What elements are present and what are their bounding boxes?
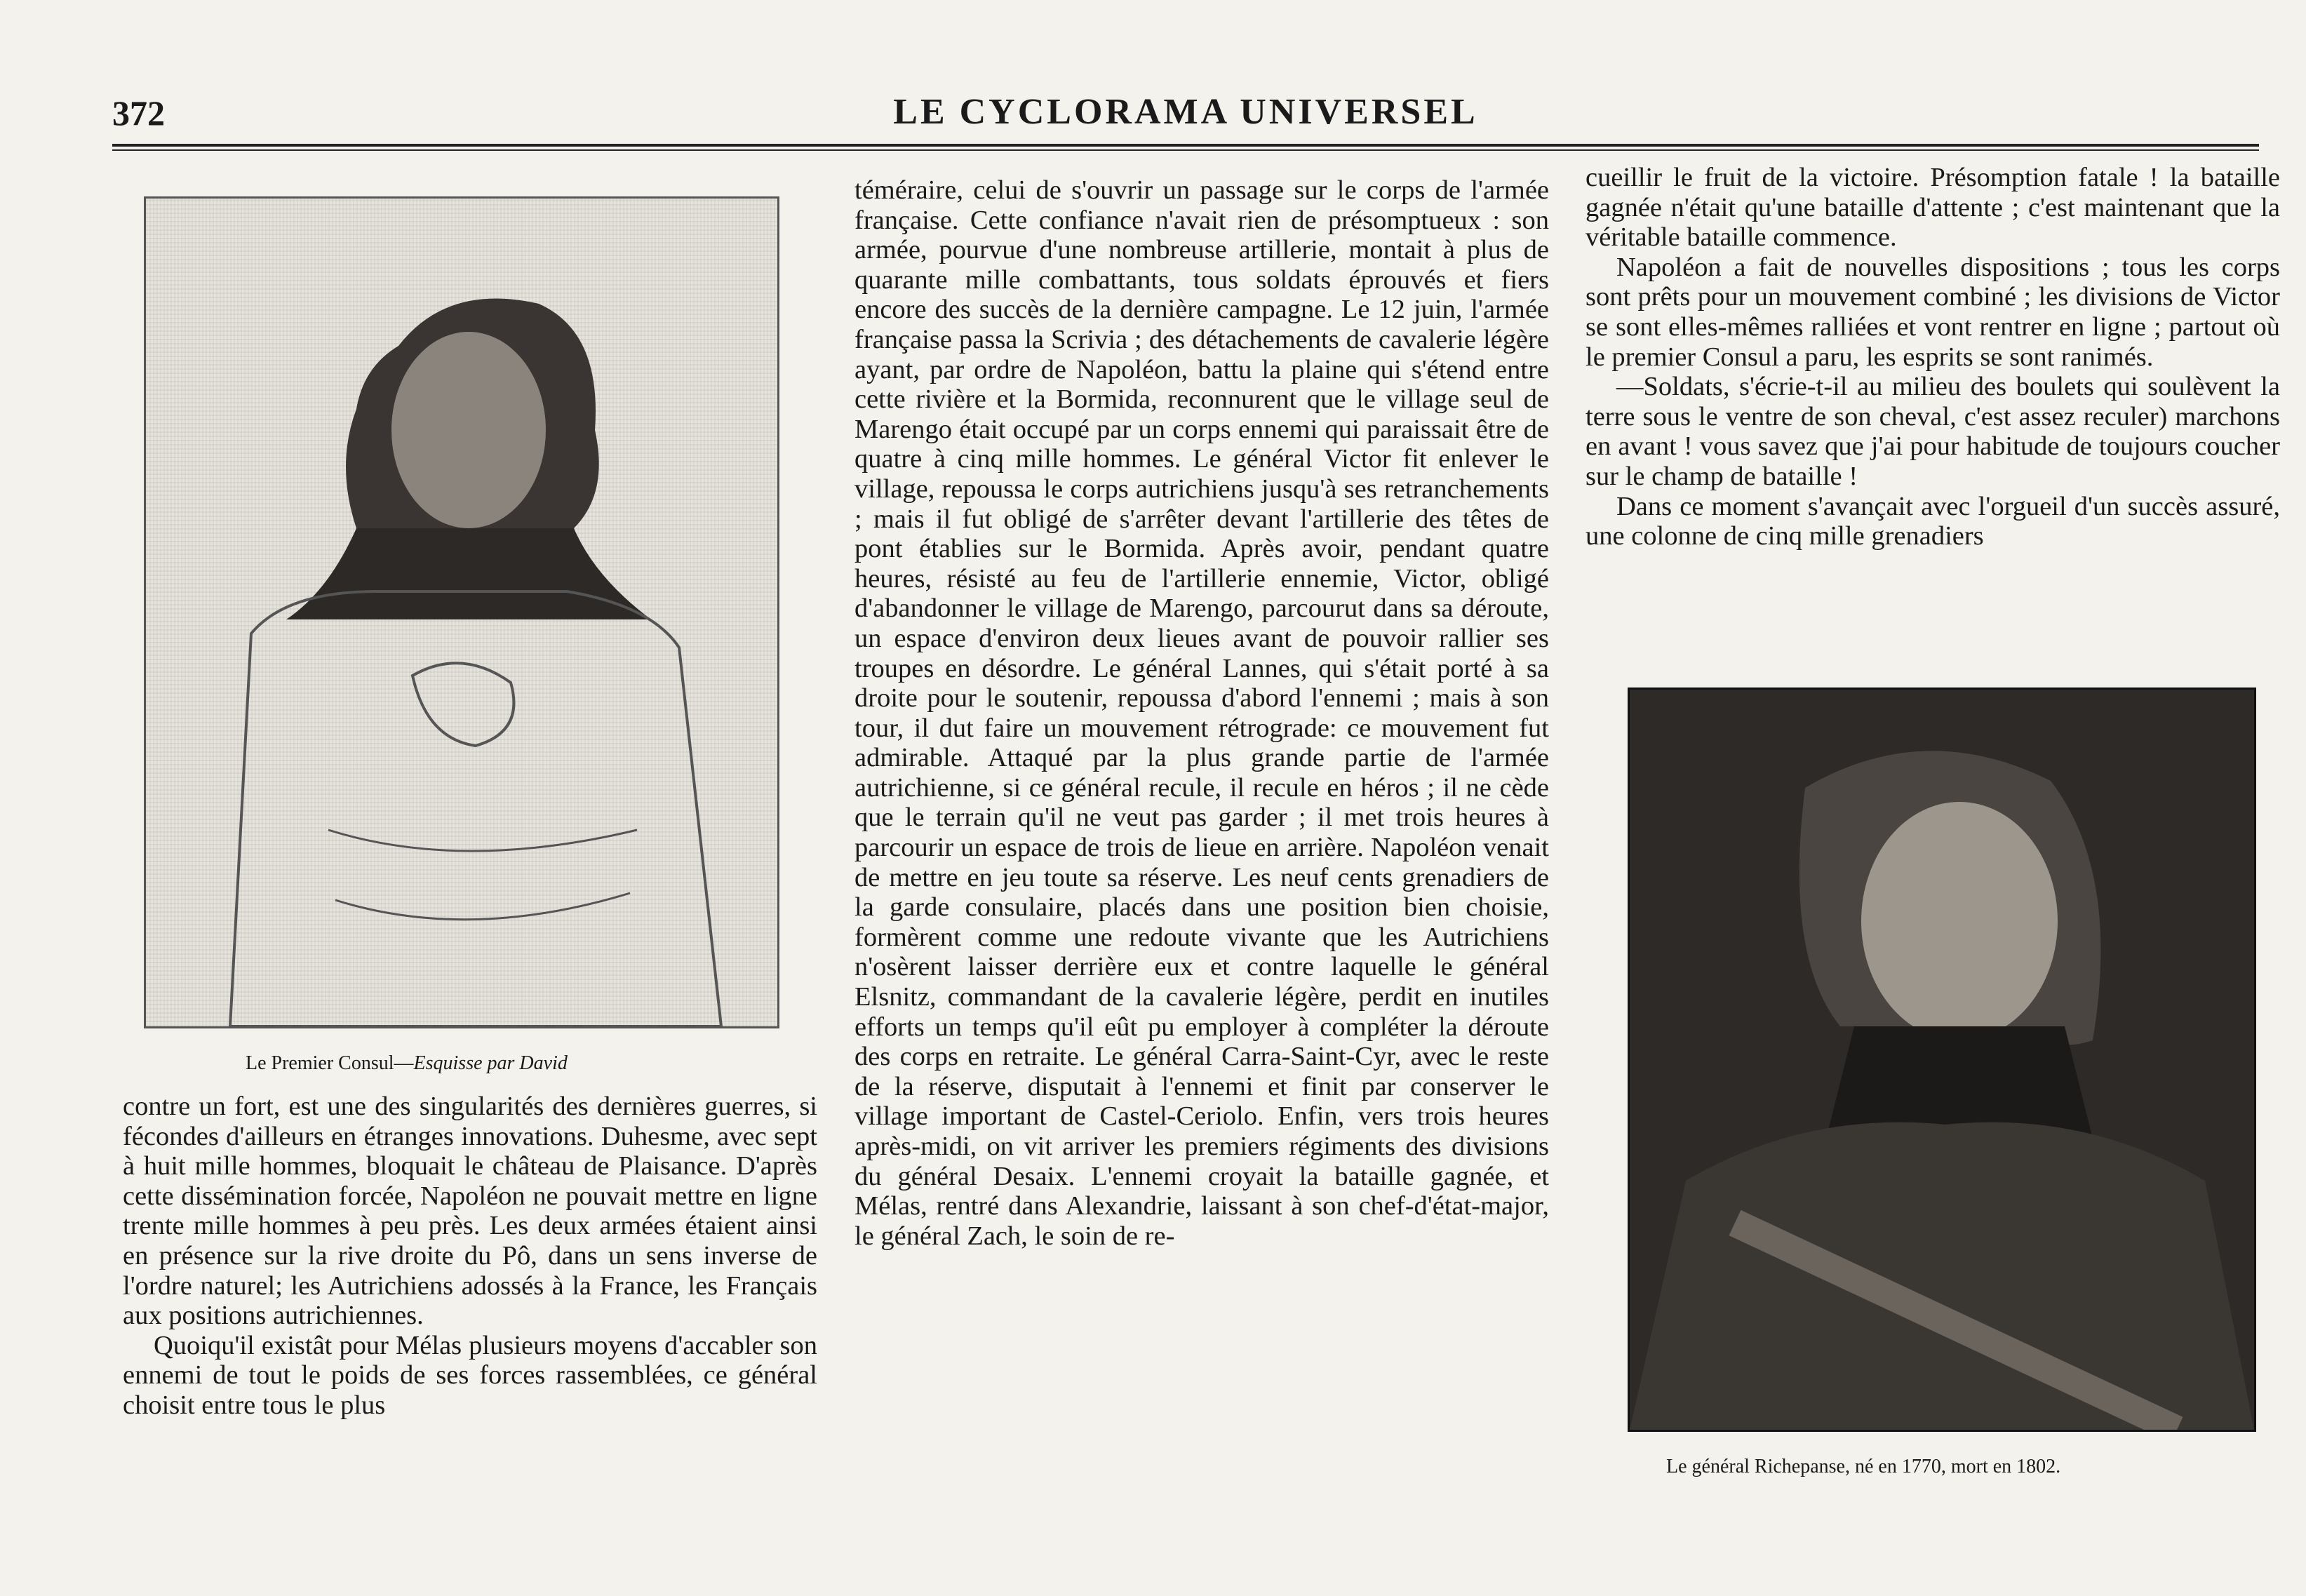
figure1-caption [246,1052,751,1075]
paragraph: téméraire, celui de s'ouvrir un passage sur le corps de l'armée française. Cette confiance n'avait rien de présomptueux : son armée, pourvue d'une nombreuse artillerie, montait à plus de quarante mille combattants, tous soldats éprouvés et fiers encore des succès de la dernière campagne. Le 12 juin, l'armée française passa la Scrivia ; des détachements de cavalerie légère ayant, par ordre de Napoléon, battu la plaine qui s'étend entre cette rivière et la Bormida, reconnurent que le village seul de Marengo était occupé par un corps ennemi qui paraissait être de quatre à cinq mille hommes. Le général Victor fit enlever le village, repoussa le corps autrichiens jusqu'à ses retranchements ; mais il fut obligé de s'arrêter devant l'artillerie des têtes de pont établies sur le Bormida. Après avoir, pendant quatre heures, résisté au feu de l'artillerie ennemie, Victor, obligé d'abandonner le village de Marengo, parcourut dans sa déroute, un espace d'environ deux lieues avant de pouvoir rallier ses troupes en désordre. Le général Lannes, qui s'était porté à sa droite pour le soutenir, repoussa d'abord l'ennemi ; mais à son tour, il dut faire un mouvement rétrograde: ce mouvement fut admirable. Attaqué par la plus grande partie de l'armée autrichienne, si ce général recule, il recule en héros ; il ne cède que le terrain qu'il ne veut pas garder ; il met trois heures à parcourir un espace de trois de lieue en arrière. Napoléon venait de mettre en jeu toute sa réserve. Les neuf cents grenadiers de la garde consulaire, placés dans une position bien choisie, formèrent comme une redoute vivante que les Autrichiens n'osèrent laisser derrière eux et contre laquelle le général Elsnitz, commandant de la cavalerie légère, perdit en inutiles efforts un temps qu'il eût pu employer à compléter la déroute des corps en retraite. Le général Carra-Saint-Cyr, avec le reste de la réserve, disputait à l'ennemi et finit par conserver le village important de Castel-Ceriolo. Enfin, vers trois heures après-midi, on vit arriver les premiers régiments des divisions du général Desaix. L'ennemi croyait la bataille gagnée, et Mélas, rentré dans Alexandrie, laissant à son chef-d'état-major, le général Zach, le soin de re- [854,175,1549,1251]
header-rule [112,144,2259,151]
paragraph: contre un fort, est une des singularités des dernières guerres, si fécondes d'ailleurs en étranges innovations. Duhesme, avec sept à huit mille hommes, bloquait le château de Plaisance. D'après cette dissémination forcée, Napoléon ne pouvait mettre en ligne trente mille hommes à peu près. Les deux armées étaient ainsi en présence sur la rive droite du Pô, dans un sens inverse de l'ordre naturel; les Autrichiens adossés à la France, les Français aux positions autrichiennes. [123,1092,817,1331]
paragraph: Napoléon a fait de nouvelles dispositions ; tous les corps sont prêts pour un mouvement combiné ; les divisions de Victor se sont elles-mêmes ralliées et vont rentrer en ligne ; partout où le premier Consul a paru, les esprits se sont ranimés. [1586,252,2280,372]
figure1-caption-italic: Esquisse par David [413,1052,568,1074]
running-title: LE CYCLORAMA UNIVERSEL [893,92,1478,132]
page-number: 372 [112,93,165,133]
text-column-2 [854,175,1549,1251]
page-header [112,84,2259,140]
sketch-illustration [146,199,777,1026]
text-column-3 [1586,163,2280,551]
text-column-1 [123,1092,817,1421]
figure1-caption-plain: Le Premier Consul— [246,1052,414,1074]
paragraph: Dans ce moment s'avançait avec l'orgueil d'un succès assuré, une colonne de cinq mille grenadiers [1586,491,2280,551]
engraving-illustration [1630,690,2254,1430]
premier-consul-sketch-image [144,196,779,1028]
paragraph: cueillir le fruit de la victoire. Présomption fatale ! la bataille gagnée n'était qu'une bataille d'attente ; c'est maintenant que la véritable bataille commence. [1586,163,2280,253]
paragraph: Quoiqu'il existât pour Mélas plusieurs moyens d'accabler son ennemi de tout le poids de ses forces rassemblées, ce général choisit entre tous le plus [123,1330,817,1420]
paragraph: —Soldats, s'écrie-t-il au milieu des boulets qui soulèvent la terre sous le ventre de son cheval, c'est assez reculer) marchons en avant ! vous savez que j'ai pour habitude de toujours coucher sur le champ de bataille ! [1586,372,2280,491]
general-richepanse-portrait-image [1628,688,2256,1432]
figure2-caption: Le général Richepanse, né en 1770, mort en 1802. [1666,1456,2061,1477]
